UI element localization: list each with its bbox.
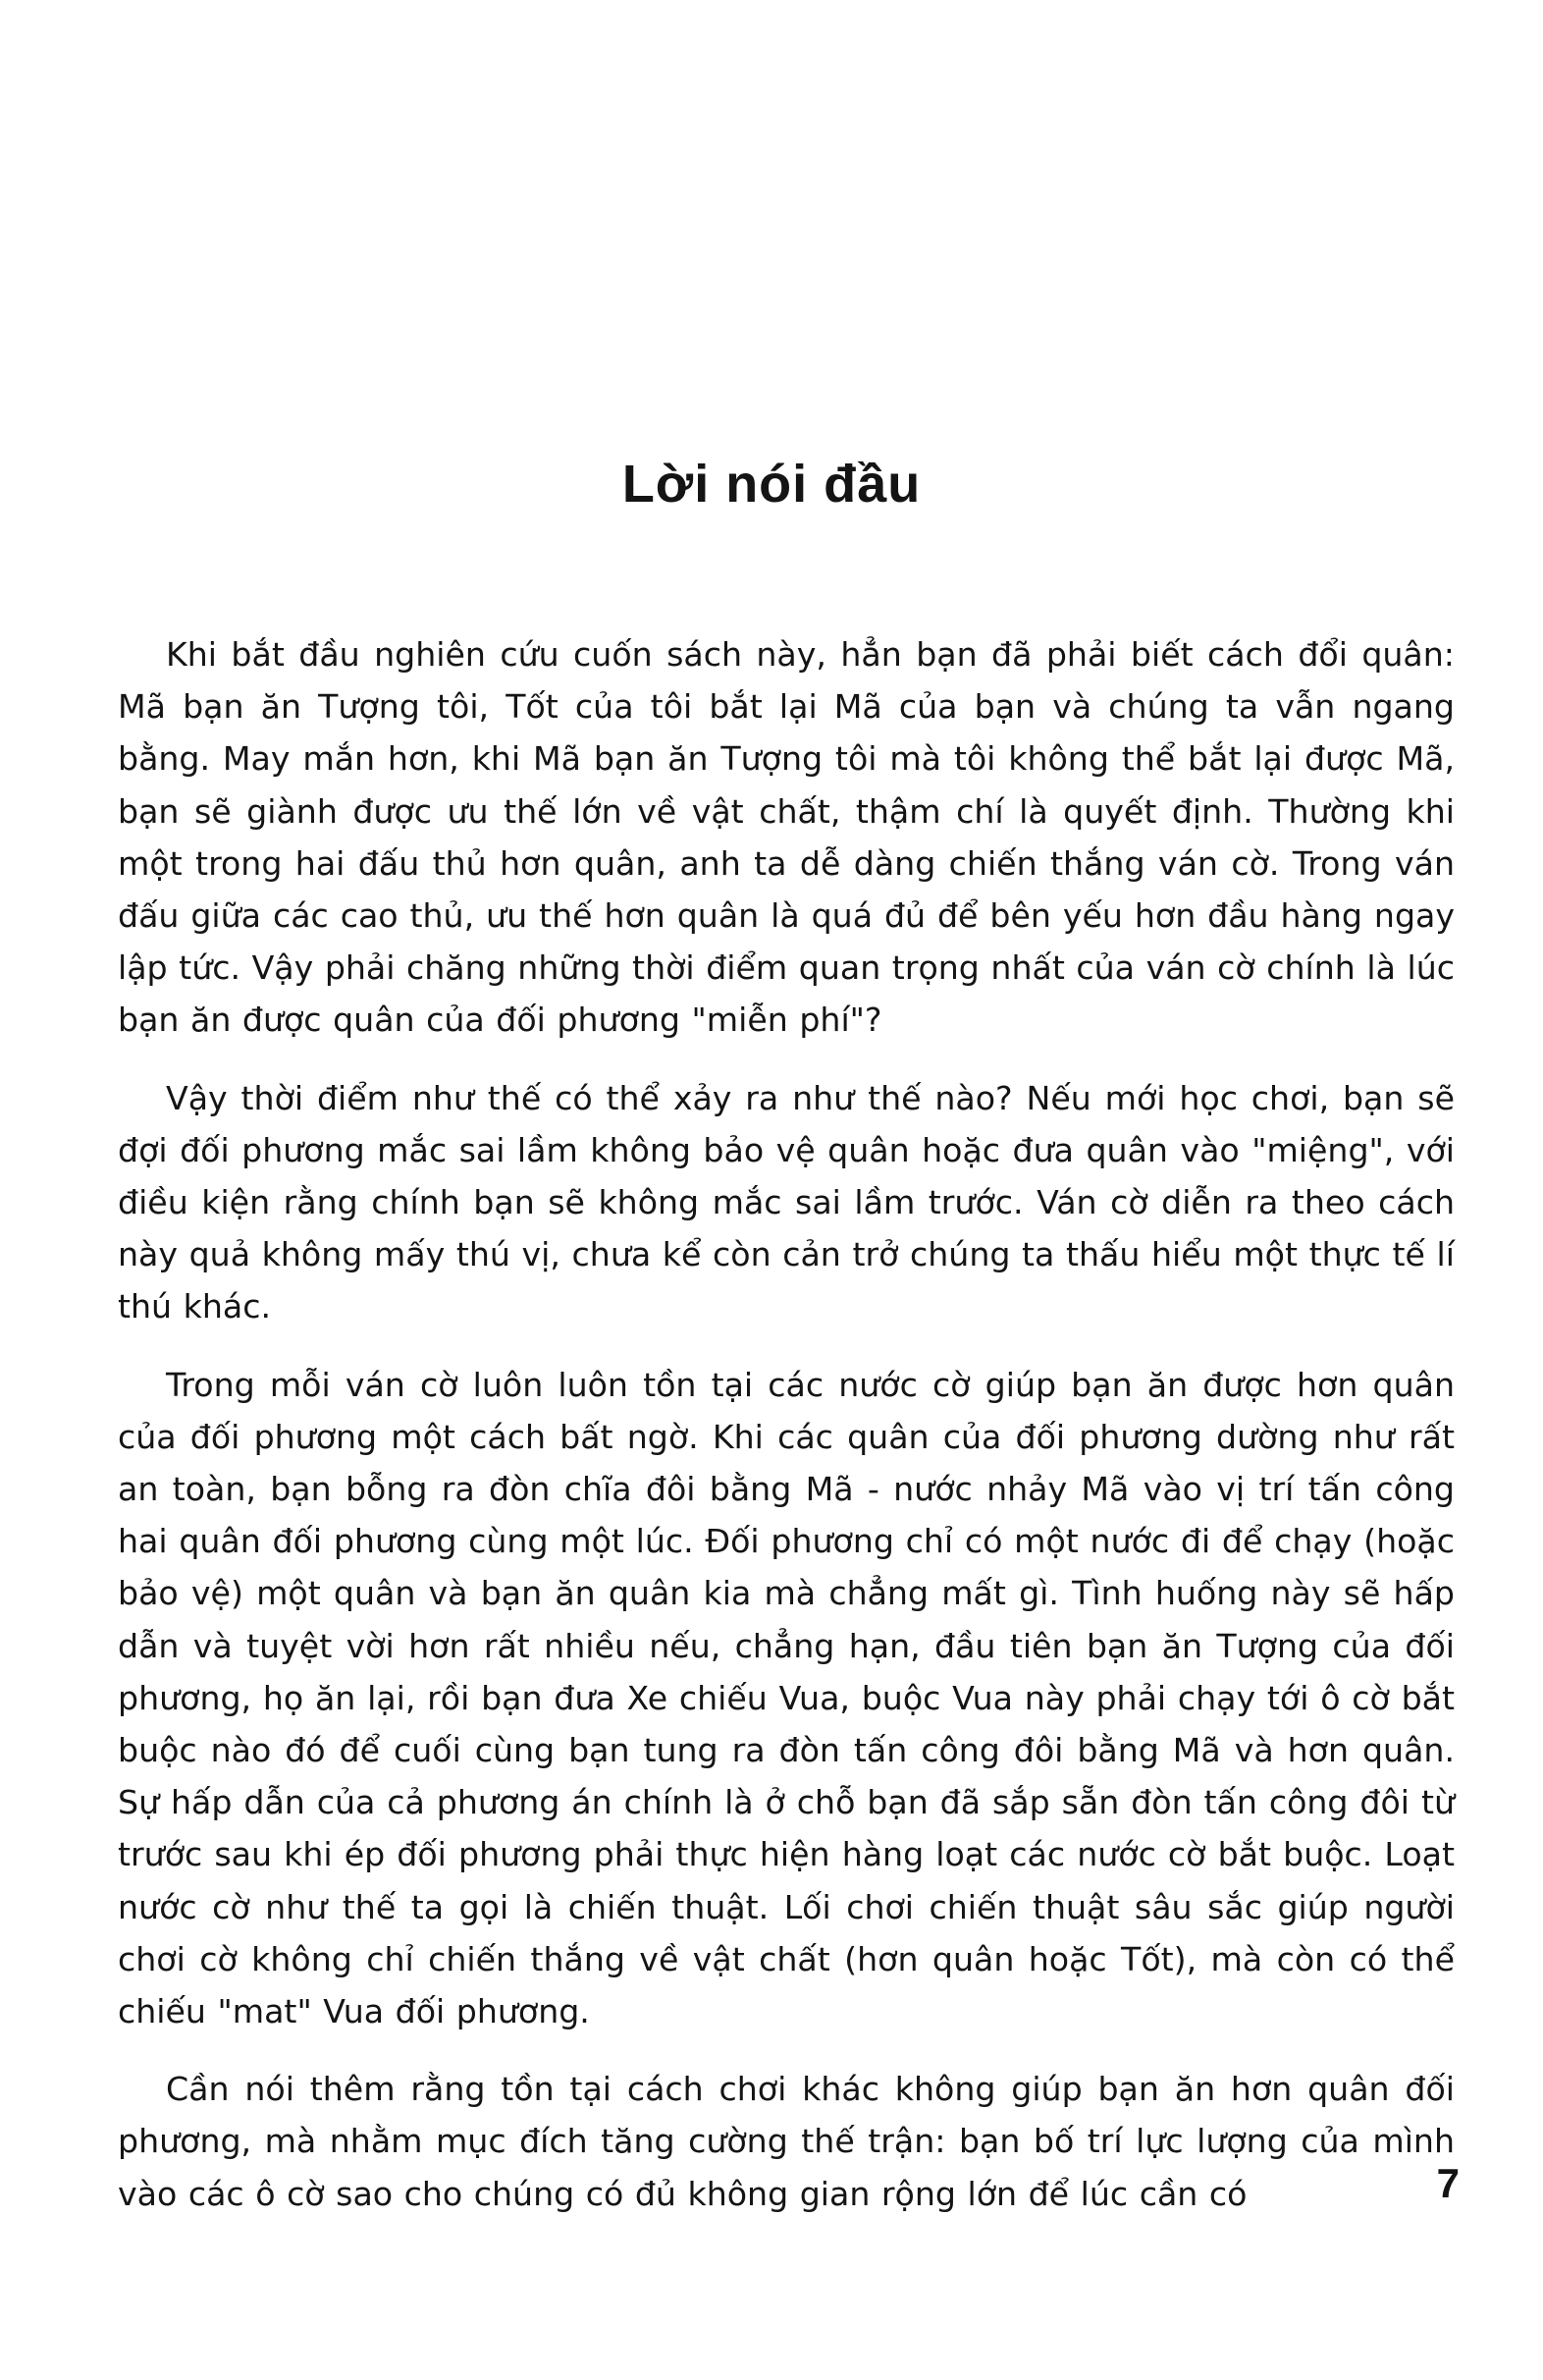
body-text bbox=[118, 628, 1455, 2245]
paragraph: Trong mỗi ván cờ luôn luôn tồn tại các nước cờ giúp bạn ăn được hơn quân của đối phương một cách bất ngờ. Khi các quân của đối phương dường như rất an toàn, bạn bỗng ra đòn chĩa đôi bằng Mã - nước nhảy Mã vào vị trí tấn công hai quân đối phương cùng một lúc. Đối phương chỉ có một nước đi để chạy (hoặc bảo vệ) một quân và bạn ăn quân kia mà chẳng mất gì. Tình huống này sẽ hấp dẫn và tuyệt vời hơn rất nhiều nếu, chẳng hạn, đầu tiên bạn ăn Tượng của đối phương, họ ăn lại, rồi bạn đưa Xe chiếu Vua, buộc Vua này phải chạy tới ô cờ bắt buộc nào đó để cuối cùng bạn tung ra đòn tấn công đôi bằng Mã và hơn quân. Sự hấp dẫn của cả phương án chính là ở chỗ bạn đã sắp sẵn đòn tấn công đôi từ trước sau khi ép đối phương phải thực hiện hàng loạt các nước cờ bắt buộc. Loạt nước cờ như thế ta gọi là chiến thuật. Lối chơi chiến thuật sâu sắc giúp người chơi cờ không chỉ chiến thắng về vật chất (hơn quân hoặc Tốt), mà còn có thể chiếu "mat" Vua đối phương. bbox=[118, 1365, 1455, 2031]
paragraph: Khi bắt đầu nghiên cứu cuốn sách này, hẳn bạn đã phải biết cách đổi quân: Mã bạn ăn Tượng tôi, Tốt của tôi bắt lại Mã của bạn và chúng ta vẫn ngang bằng. May mắn hơn, khi Mã bạn ăn Tượng tôi mà tôi không thể bắt lại được Mã, bạn sẽ giành được ưu thế lớn về vật chất, thậm chí là quyết định. Thường khi một trong hai đấu thủ hơn quân, anh ta dễ dàng chiến thắng ván cờ. Trong ván đấu giữa các cao thủ, ưu thế hơn quân là quá đủ để bên yếu hơn đầu hàng ngay lập tức. Vậy phải chăng những thời điểm quan trọng nhất của ván cờ chính là lúc bạn ăn được quân của đối phương "miễn phí"? bbox=[118, 635, 1455, 1040]
page-number: 7 bbox=[1436, 2160, 1460, 2206]
paragraph: Cần nói thêm rằng tồn tại cách chơi khác không giúp bạn ăn hơn quân đối phương, mà nhằm mục đích tăng cường thế trận: bạn bố trí lực lượng của mình vào các ô cờ sao cho chúng có đủ không gian rộng lớn để lúc cần có bbox=[118, 2070, 1455, 2213]
paragraph: Vậy thời điểm như thế có thể xảy ra như thế nào? Nếu mới học chơi, bạn sẽ đợi đối phương mắc sai lầm không bảo vệ quân hoặc đưa quân vào "miệng", với điều kiện rằng chính bạn sẽ không mắc sai lầm trước. Ván cờ diễn ra theo cách này quả không mấy thú vị, chưa kể còn cản trở chúng ta thấu hiểu một thực tế lí thú khác. bbox=[118, 1078, 1455, 1326]
page-title: Lời nói đầu bbox=[621, 455, 922, 514]
